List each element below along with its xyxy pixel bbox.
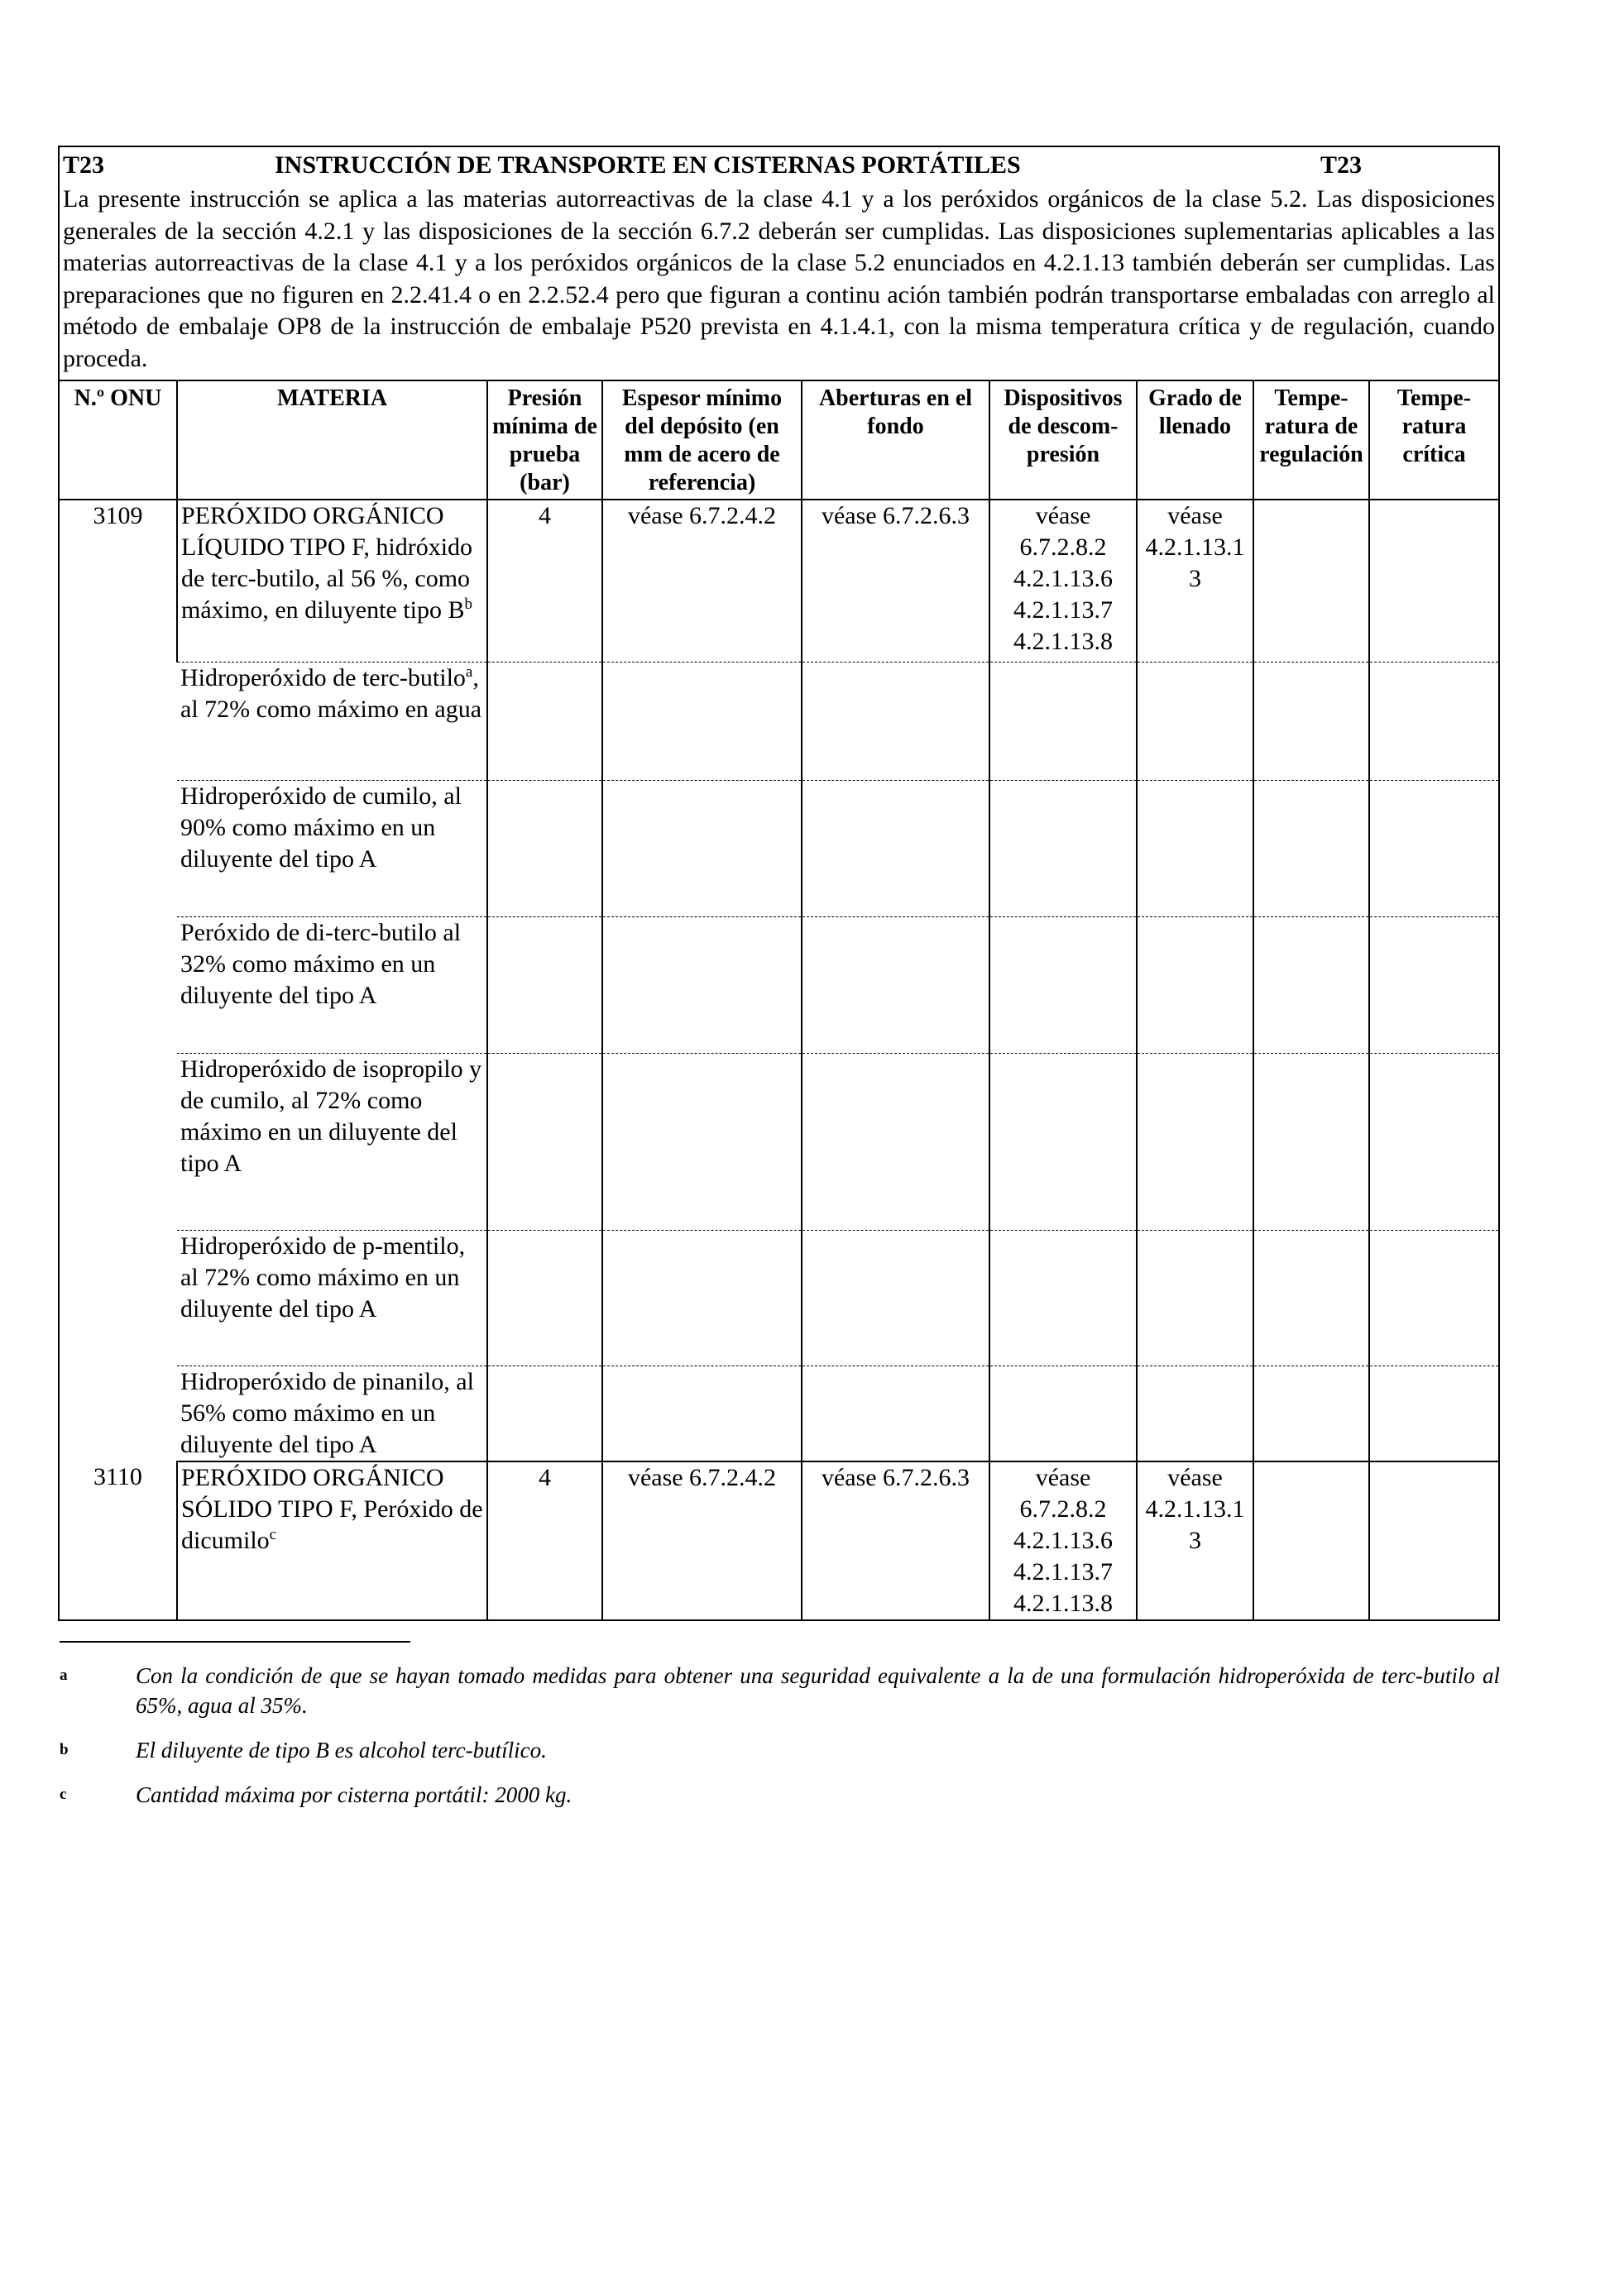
empty-cell	[602, 1230, 802, 1366]
materia-cell: Hidroperóxido de cumilo, al 90% como máximo en un diluyente del tipo A	[177, 780, 487, 916]
materia-text: , al 72% como máximo en agua	[180, 663, 482, 723]
materia-cell: Hidroperóxido de isopropilo y de cumilo, al 72% como máximo en un diluyente del tipo A	[177, 1053, 487, 1230]
presion-cell: 4	[487, 1461, 602, 1619]
footnote-ref: a	[465, 662, 473, 681]
empty-cell	[1253, 662, 1369, 780]
materia-cell: Hidroperóxido de p-mentilo, al 72% como máximo en un diluyente del tipo A	[177, 1230, 487, 1366]
footnote-b	[60, 1735, 1500, 1765]
footnote-ref: b	[464, 596, 472, 613]
dispositivos-line: 4.2.1.13.7	[1013, 596, 1113, 624]
dispositivos-line: 4.2.1.13.8	[1013, 1590, 1113, 1617]
empty-cell	[1369, 916, 1498, 1053]
empty-cell	[1137, 780, 1253, 916]
dispositivos-line: 6.7.2.8.2	[1019, 533, 1107, 561]
onu-number-3109: 3109	[93, 502, 143, 529]
table-row	[60, 780, 1498, 916]
instruction-title: INSTRUCCIÓN DE TRANSPORTE EN CISTERNAS PORTÁTILES	[275, 151, 1021, 179]
empty-cell	[602, 1053, 802, 1230]
col-header-temp-regulacion: Tempe-ratura de regulación	[1253, 380, 1369, 500]
dispositivos-line: 4.2.1.13.7	[1013, 1558, 1113, 1586]
empty-cell	[1253, 1053, 1369, 1230]
empty-cell	[802, 780, 989, 916]
footnote-ref: c	[269, 1526, 277, 1543]
dispositivos-line: 6.7.2.8.2	[1019, 1495, 1107, 1523]
temp-regulacion-cell	[1253, 1461, 1369, 1619]
empty-cell	[1369, 780, 1498, 916]
empty-cell	[487, 916, 602, 1053]
grado-line: 4.2.1.13.1	[1145, 1495, 1245, 1523]
empty-cell	[1137, 1366, 1253, 1461]
footnote-a	[60, 1661, 1500, 1720]
empty-cell	[989, 1230, 1137, 1366]
empty-cell	[989, 916, 1137, 1053]
table-row	[60, 916, 1498, 1053]
empty-cell	[1369, 1053, 1498, 1230]
col-header-temp-critica: Tempe-ratura crítica	[1369, 380, 1498, 500]
grado-line: 4.2.1.13.1	[1145, 533, 1245, 561]
materia-cell	[177, 500, 487, 662]
col-header-onu: N.º ONU	[60, 380, 177, 500]
empty-cell	[989, 1053, 1137, 1230]
empty-cell	[1369, 1366, 1498, 1461]
table-row	[60, 1461, 1498, 1619]
empty-cell	[487, 1366, 602, 1461]
grado-cell	[1137, 1461, 1253, 1619]
footnote-separator	[60, 1641, 410, 1643]
empty-cell	[1253, 1366, 1369, 1461]
empty-cell	[1253, 916, 1369, 1053]
footnote-c	[60, 1780, 1500, 1810]
instruction-code-right: T23	[1320, 151, 1363, 179]
empty-cell	[1253, 1230, 1369, 1366]
col-header-espesor: Espesor mínimo del depósito (en mm de acero de referencia)	[602, 380, 802, 500]
table-row	[60, 1053, 1498, 1230]
empty-cell	[602, 662, 802, 780]
tank-instruction-table	[60, 380, 1498, 1619]
empty-cell	[487, 662, 602, 780]
grado-line: véase	[1167, 1464, 1223, 1491]
empty-cell	[1369, 662, 1498, 780]
materia-text: PERÓXIDO ORGÁNICO SÓLIDO TIPO F, Peróxido de dicumilo	[181, 1464, 483, 1554]
dispositivos-line: véase	[1035, 502, 1091, 529]
instruction-header	[60, 147, 1498, 184]
grado-line: 3	[1189, 1527, 1201, 1554]
materia-text: Hidroperóxido de terc-butilo	[180, 663, 466, 691]
empty-cell	[487, 780, 602, 916]
materia-text: PERÓXIDO ORGÁNICO LÍQUIDO TIPO F, hidróxido de terc-butilo, al 56 %, como máximo, en diluyente tipo B	[181, 502, 473, 624]
espesor-cell: véase 6.7.2.4.2	[602, 1461, 802, 1619]
footnote-mark: c	[60, 1786, 67, 1803]
empty-cell	[802, 1053, 989, 1230]
temp-regulacion-cell	[1253, 500, 1369, 662]
empty-cell	[487, 1053, 602, 1230]
empty-cell	[1137, 662, 1253, 780]
materia-cell	[177, 662, 487, 780]
table-row	[60, 1366, 1498, 1461]
col-header-materia: MATERIA	[177, 380, 487, 500]
table-row	[60, 1230, 1498, 1366]
empty-cell	[802, 916, 989, 1053]
footnote-mark: b	[60, 1741, 69, 1758]
presion-cell: 4	[487, 500, 602, 662]
aberturas-cell: véase 6.7.2.6.3	[802, 500, 989, 662]
empty-cell	[1253, 780, 1369, 916]
materia-cell: Hidroperóxido de pinanilo, al 56% como máximo en un diluyente del tipo A	[177, 1366, 487, 1461]
table-row	[60, 662, 1498, 780]
empty-cell	[802, 1366, 989, 1461]
empty-cell	[802, 1230, 989, 1366]
empty-cell	[802, 662, 989, 780]
footnote-text: Cantidad máxima por cisterna portátil: 2000 kg.	[136, 1782, 572, 1807]
empty-cell	[1137, 916, 1253, 1053]
temp-critica-cell	[1369, 1461, 1498, 1619]
espesor-cell: véase 6.7.2.4.2	[602, 500, 802, 662]
dispositivos-line: 4.2.1.13.6	[1013, 1527, 1113, 1554]
table-header-row	[60, 380, 1498, 500]
empty-cell	[487, 1230, 602, 1366]
materia-cell: Peróxido de di-terc-butilo al 32% como máximo en un diluyente del tipo A	[177, 916, 487, 1053]
empty-cell	[602, 780, 802, 916]
temp-critica-cell	[1369, 500, 1498, 662]
dispositivos-cell	[989, 1461, 1137, 1619]
dispositivos-cell	[989, 500, 1137, 662]
instruction-code-left: T23	[63, 151, 105, 179]
col-header-presion: Presión mínima de prueba (bar)	[487, 380, 602, 500]
grado-cell	[1137, 500, 1253, 662]
empty-cell	[1137, 1230, 1253, 1366]
instruction-frame	[58, 146, 1500, 1621]
col-header-dispositivos: Dispositivos de descom-presión	[989, 380, 1137, 500]
aberturas-cell: véase 6.7.2.6.3	[802, 1461, 989, 1619]
table-row	[60, 500, 1498, 662]
empty-cell	[989, 780, 1137, 916]
empty-cell	[602, 916, 802, 1053]
materia-cell	[177, 1461, 487, 1619]
empty-cell	[1369, 1230, 1498, 1366]
col-header-aberturas: Aberturas en el fondo	[802, 380, 989, 500]
footnote-text: Con la condición de que se hayan tomado medidas para obtener una seguridad equivalente a la de una formulación hidroperóxida de terc-butilo al 65%, agua al 35%.	[136, 1663, 1500, 1718]
grado-line: 3	[1189, 565, 1201, 592]
dispositivos-line: 4.2.1.13.8	[1013, 628, 1113, 655]
intro-paragraph: La presente instrucción se aplica a las materias autorreactivas de la clase 4.1 y a los peróxidos orgánicos de la clase 5.2. Las disposiciones generales de la sección 4.2.1 y las disposiciones de la sección 6.7.2 deberán ser cumplidas. Las disposiciones suplementarias aplicables a las materias autorreactivas de la clase 4.1 y a los peróxidos orgánicos de la clase 5.2 enunciados en 4.2.1.13 también deberán ser cumplidas. Las preparaciones que no figuren en 2.2.41.4 o en 2.2.52.4 pero que figuran a continu ación también podrán transportarse embaladas con arreglo al método de embalaje OP8 de la instrucción de embalaje P520 prevista en 4.1.4.1, con la misma temperatura crítica y de regulación, cuando proceda.	[63, 185, 1495, 372]
dispositivos-line: véase	[1035, 1464, 1091, 1491]
onu-number-3110: 3110	[93, 1463, 142, 1490]
empty-cell	[602, 1366, 802, 1461]
empty-cell	[989, 662, 1137, 780]
footnote-text: El diluyente de tipo B es alcohol terc-butílico.	[136, 1738, 547, 1763]
dispositivos-line: 4.2.1.13.6	[1013, 565, 1113, 592]
col-header-grado: Grado de llenado	[1137, 380, 1253, 500]
footnote-mark: a	[60, 1667, 68, 1684]
empty-cell	[989, 1366, 1137, 1461]
empty-cell	[1137, 1053, 1253, 1230]
grado-line: véase	[1167, 502, 1223, 529]
